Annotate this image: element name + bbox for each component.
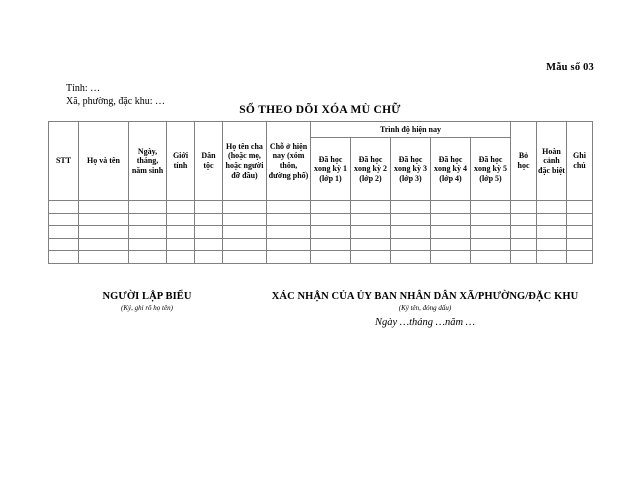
table-cell-notes[interactable] (567, 251, 593, 264)
table-cell-address[interactable] (267, 238, 311, 251)
col-header-group-current-level: Trình độ hiện nay (311, 122, 511, 138)
table-cell-special[interactable] (537, 238, 567, 251)
table-cell-address[interactable] (267, 201, 311, 214)
authority-title: XÁC NHẬN CỦA ỦY BAN NHÂN DÂN XÃ/PHƯỜNG/ĐẶC KHU (271, 291, 579, 302)
col-header-dob: Ngày, tháng, năm sinh (129, 122, 167, 201)
preparer-title: NGƯỜI LẬP BIỂU (102, 291, 192, 302)
table-cell-fullname[interactable] (79, 238, 129, 251)
col-header-notes: Ghi chú (567, 122, 593, 201)
col-header-term-1: Đã học xong kỳ 1 (lớp 1) (311, 138, 351, 201)
table-cell-special[interactable] (537, 201, 567, 214)
table-cell-dob[interactable] (129, 201, 167, 214)
commune-line: Xã, phường, đặc khu: … (66, 96, 166, 107)
province-line: Tỉnh: … (66, 83, 101, 94)
table-cell-dropout[interactable] (511, 201, 537, 214)
table-cell-term1[interactable] (311, 238, 351, 251)
table-cell-term4[interactable] (431, 201, 471, 214)
table-cell-term4[interactable] (431, 213, 471, 226)
table-cell-dropout[interactable] (511, 226, 537, 239)
table-cell-parent[interactable] (223, 213, 267, 226)
table-cell-notes[interactable] (567, 201, 593, 214)
col-header-term-3: Đã học xong kỳ 3 (lớp 3) (391, 138, 431, 201)
table-cell-notes[interactable] (567, 226, 593, 239)
table-cell-stt[interactable] (49, 201, 79, 214)
table-cell-stt[interactable] (49, 238, 79, 251)
table-cell-special[interactable] (537, 251, 567, 264)
authority-subtitle: (Ký tên, đóng dấu) (398, 304, 452, 312)
table-cell-gender[interactable] (167, 251, 195, 264)
table-cell-term1[interactable] (311, 213, 351, 226)
table-cell-fullname[interactable] (79, 251, 129, 264)
table-head-row-group (49, 122, 593, 138)
table-cell-term2[interactable] (351, 238, 391, 251)
table-body (49, 201, 593, 264)
table-cell-dob[interactable] (129, 226, 167, 239)
col-header-ethnicity: Dân tộc (195, 122, 223, 201)
table-cell-address[interactable] (267, 226, 311, 239)
table-cell-term5[interactable] (471, 251, 511, 264)
table-cell-dob[interactable] (129, 251, 167, 264)
table-row[interactable] (49, 251, 593, 264)
table-cell-stt[interactable] (49, 213, 79, 226)
table-head (49, 122, 593, 201)
table-cell-gender[interactable] (167, 226, 195, 239)
table-cell-term2[interactable] (351, 226, 391, 239)
table-cell-term3[interactable] (391, 213, 431, 226)
col-header-term-4: Đã học xong kỳ 4 (lớp 4) (431, 138, 471, 201)
table-cell-ethnicity[interactable] (195, 213, 223, 226)
table-cell-term4[interactable] (431, 226, 471, 239)
table-cell-parent[interactable] (223, 251, 267, 264)
table-cell-term5[interactable] (471, 213, 511, 226)
table-cell-dropout[interactable] (511, 213, 537, 226)
table-cell-gender[interactable] (167, 201, 195, 214)
table-cell-term3[interactable] (391, 201, 431, 214)
table-cell-parent[interactable] (223, 226, 267, 239)
table-cell-dob[interactable] (129, 213, 167, 226)
table-cell-term1[interactable] (311, 201, 351, 214)
table-row[interactable] (49, 213, 593, 226)
table-cell-ethnicity[interactable] (195, 251, 223, 264)
col-header-term-2: Đã học xong kỳ 2 (lớp 2) (351, 138, 391, 201)
table-cell-dob[interactable] (129, 238, 167, 251)
table-cell-address[interactable] (267, 213, 311, 226)
col-header-gender: Giới tính (167, 122, 195, 201)
authority-signature-block (250, 291, 600, 330)
col-header-stt: STT (49, 122, 79, 201)
table-cell-term4[interactable] (431, 238, 471, 251)
tracking-table-wrapper (48, 121, 592, 264)
table-cell-dropout[interactable] (511, 238, 537, 251)
table-cell-term5[interactable] (471, 226, 511, 239)
table-cell-gender[interactable] (167, 238, 195, 251)
table-cell-notes[interactable] (567, 213, 593, 226)
table-row[interactable] (49, 226, 593, 239)
page-title: SỔ THEO DÕI XÓA MÙ CHỮ (239, 104, 401, 116)
preparer-subtitle: (Ký, ghi rõ họ tên) (121, 304, 173, 312)
table-cell-term2[interactable] (351, 213, 391, 226)
table-row[interactable] (49, 201, 593, 214)
table-cell-dropout[interactable] (511, 251, 537, 264)
table-row[interactable] (49, 238, 593, 251)
tracking-table (48, 121, 593, 264)
table-cell-stt[interactable] (49, 226, 79, 239)
table-cell-notes[interactable] (567, 238, 593, 251)
table-cell-parent[interactable] (223, 238, 267, 251)
preparer-signature-block (72, 291, 222, 313)
col-header-parent-name: Họ tên cha (hoặc mẹ, hoặc người đỡ đầu) (223, 122, 267, 201)
table-cell-fullname[interactable] (79, 226, 129, 239)
table-cell-gender[interactable] (167, 213, 195, 226)
col-header-dropout: Bỏ học (511, 122, 537, 201)
table-cell-term2[interactable] (351, 251, 391, 264)
table-cell-fullname[interactable] (79, 213, 129, 226)
table-cell-stt[interactable] (49, 251, 79, 264)
table-cell-term1[interactable] (311, 226, 351, 239)
table-cell-term2[interactable] (351, 201, 391, 214)
table-cell-term5[interactable] (471, 201, 511, 214)
table-cell-term5[interactable] (471, 238, 511, 251)
table-cell-special[interactable] (537, 213, 567, 226)
table-cell-fullname[interactable] (79, 201, 129, 214)
table-cell-address[interactable] (267, 251, 311, 264)
table-cell-parent[interactable] (223, 201, 267, 214)
table-cell-special[interactable] (537, 226, 567, 239)
table-cell-term1[interactable] (311, 251, 351, 264)
table-cell-term3[interactable] (391, 251, 431, 264)
col-header-fullname: Họ và tên (79, 122, 129, 201)
table-cell-ethnicity[interactable] (195, 201, 223, 214)
authority-date-line: Ngày …tháng …năm … (374, 317, 476, 328)
table-cell-term3[interactable] (391, 226, 431, 239)
form-number: Mẫu số 03 (546, 62, 594, 73)
table-cell-term4[interactable] (431, 251, 471, 264)
col-header-special-circumstance: Hoàn cảnh đặc biệt (537, 122, 567, 201)
col-header-term-5: Đã học xong kỳ 5 (lớp 5) (471, 138, 511, 201)
table-cell-ethnicity[interactable] (195, 238, 223, 251)
col-header-current-address: Chỗ ở hiện nay (xóm thôn, đường phố) (267, 122, 311, 201)
table-cell-term3[interactable] (391, 238, 431, 251)
table-cell-ethnicity[interactable] (195, 226, 223, 239)
